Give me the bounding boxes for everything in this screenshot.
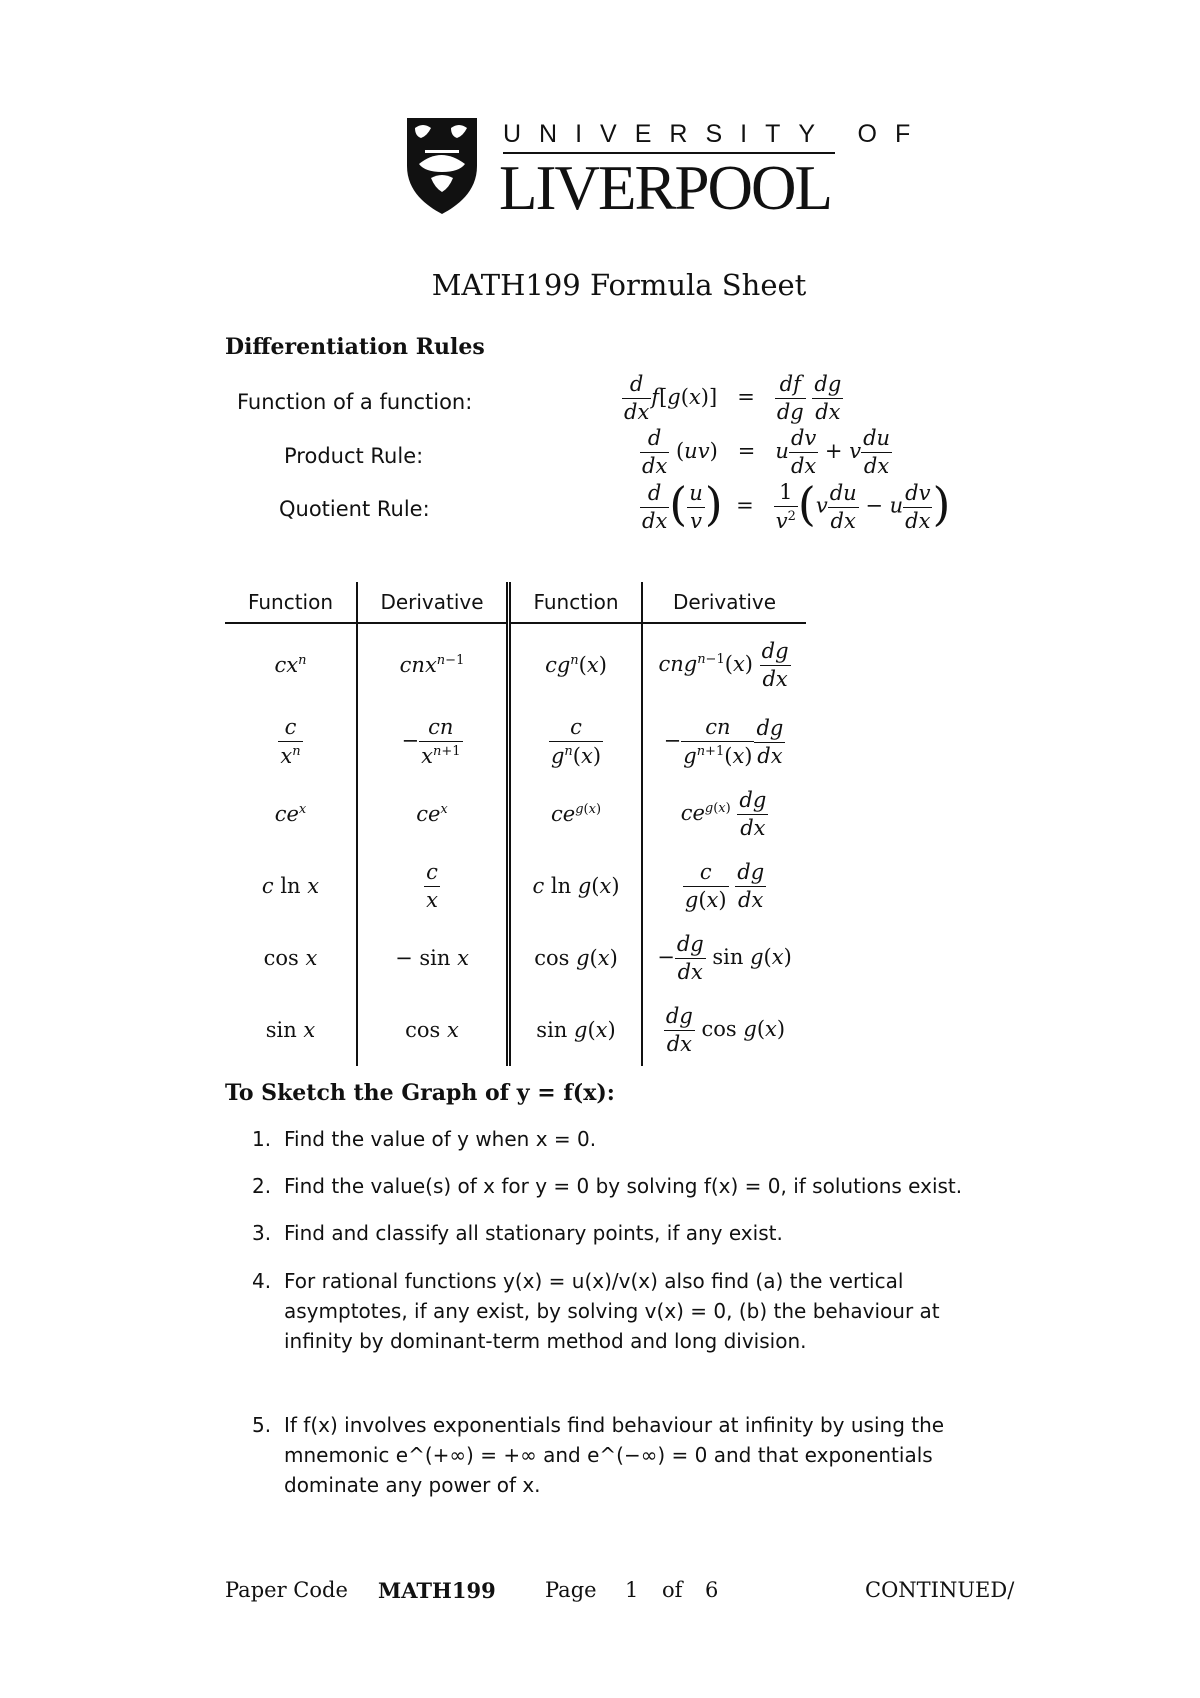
list-item-text: If f(x) involves exponentials find behaviour at infinity by using the mnemonic e^(+∞) = +∞ and e^(−∞) = 0 and that exponentials dominate any power of x. xyxy=(284,1413,945,1497)
derivative-table xyxy=(225,582,806,1066)
table-cell: cos g(x) xyxy=(509,922,643,994)
col-header-derivative: Derivative xyxy=(357,582,509,623)
table-cell: $ce^{g(x)}$ xyxy=(509,778,643,850)
table-cell: $ce^{g(x)}$ $\frac{dg}{dx}$ xyxy=(680,787,767,840)
col-header-function: Function xyxy=(225,582,357,623)
page-title: MATH199 Formula Sheet xyxy=(431,268,807,302)
footer-page-number: 1 xyxy=(625,1578,639,1602)
table-cell: $\frac{dg}{dx}$ cos g(x) xyxy=(665,1003,786,1056)
col-header-function-composite: Function xyxy=(509,582,643,623)
table-row xyxy=(225,850,806,922)
table-cell: − sin x xyxy=(357,922,509,994)
footer-of-label: of xyxy=(662,1578,683,1602)
table-row xyxy=(225,922,806,994)
list-item-text: Find the value of y when x = 0. xyxy=(284,1127,597,1151)
formula-product-rule: $\frac{d}{dx}$ (uv) = u $\frac{dv}{dx}$ + v $\frac{du}{dx}$ xyxy=(642,426,891,478)
table-cell: $ce^x$ xyxy=(225,778,357,850)
logo-liverpool: LIVERPOOL xyxy=(499,153,831,223)
list-item-text: Find and classify all stationary points, if any exist. xyxy=(284,1221,783,1245)
table-cell: cos x xyxy=(225,922,357,994)
table-row xyxy=(225,706,806,778)
table-cell: cnx$^{n-1}$ xyxy=(357,623,509,706)
footer-paper-code-label: Paper Code xyxy=(225,1578,348,1602)
list-item-number: 4. xyxy=(252,1269,272,1293)
table-cell: cng$^{n-1}$(x) $\frac{dg}{dx}$ xyxy=(658,638,789,691)
table-cell: $\frac{c}{x^n}$ xyxy=(225,706,357,778)
table-header-row xyxy=(225,582,806,623)
table-cell: − $\frac{cn}{x^{n+1}}$ xyxy=(357,706,509,778)
formula-quotient-rule: $\frac{d}{dx}$ ( $\frac{u}{v}$ ) = $\frac{1}{v^2}$ (v $\frac{du}{dx}$ − u $\frac{dv}{dx}$ ) xyxy=(642,477,951,533)
list-item-number: 5. xyxy=(252,1413,272,1437)
table-cell: $\frac{c}{g(x)}$ $\frac{dg}{dx}$ xyxy=(684,859,765,912)
rule-label-product: Product Rule: xyxy=(284,444,424,468)
differentiation-heading: Differentiation Rules xyxy=(225,334,485,360)
table-row xyxy=(225,994,806,1066)
list-item-text: For rational functions y(x) = u(x)/v(x) also find (a) the vertical asymptotes, if any exist, by solving v(x) = 0, (b) the behaviour at infinity by dominant-term method and long division. xyxy=(284,1269,940,1353)
rule-label-chain: Function of a function: xyxy=(237,390,473,414)
list-item-number: 1. xyxy=(252,1127,272,1151)
formula-chain-rule: $\frac{d}{dx}$ f[g(x)] = $\frac{df}{dg}$ $\frac{dg}{dx}$ xyxy=(624,372,842,424)
table-cell: $cg^n(x)$ xyxy=(509,623,643,706)
crest-icon xyxy=(405,114,479,214)
table-cell: sin g(x) xyxy=(509,994,643,1066)
footer-paper-code: MATH199 xyxy=(378,1578,496,1603)
table-cell: $cx^n$ xyxy=(225,623,357,706)
table-cell: c ln x xyxy=(225,850,357,922)
footer-continued: CONTINUED/ xyxy=(865,1578,1015,1602)
list-item-number: 3. xyxy=(252,1221,272,1245)
list-item-text: Find the value(s) of x for y = 0 by solving f(x) = 0, if solutions exist. xyxy=(284,1174,963,1198)
sketch-heading: To Sketch the Graph of y = f(x): xyxy=(225,1080,615,1106)
table-cell: $\frac{c}{g^n(x)}$ xyxy=(509,706,643,778)
table-cell: cos x xyxy=(357,994,509,1066)
table-cell: − $\frac{cn}{g^{n+1}(x)}$ $\frac{dg}{dx}$ xyxy=(663,715,784,768)
table-row xyxy=(225,778,806,850)
table-cell: $\frac{c}{x}$ xyxy=(357,850,509,922)
footer-page-label: Page xyxy=(545,1578,597,1602)
col-header-derivative-composite: Derivative xyxy=(642,582,806,623)
footer-page-total: 6 xyxy=(705,1578,719,1602)
university-logo xyxy=(405,114,929,223)
table-cell: sin x xyxy=(225,994,357,1066)
rule-label-quotient: Quotient Rule: xyxy=(279,497,430,521)
table-cell: $ce^x$ xyxy=(357,778,509,850)
table-cell: c ln g(x) xyxy=(509,850,643,922)
table-row xyxy=(225,623,806,706)
table-cell: − $\frac{dg}{dx}$ sin g(x) xyxy=(657,931,792,984)
logo-university-of: UNIVERSITY OF xyxy=(503,120,929,148)
list-item-number: 2. xyxy=(252,1174,272,1198)
